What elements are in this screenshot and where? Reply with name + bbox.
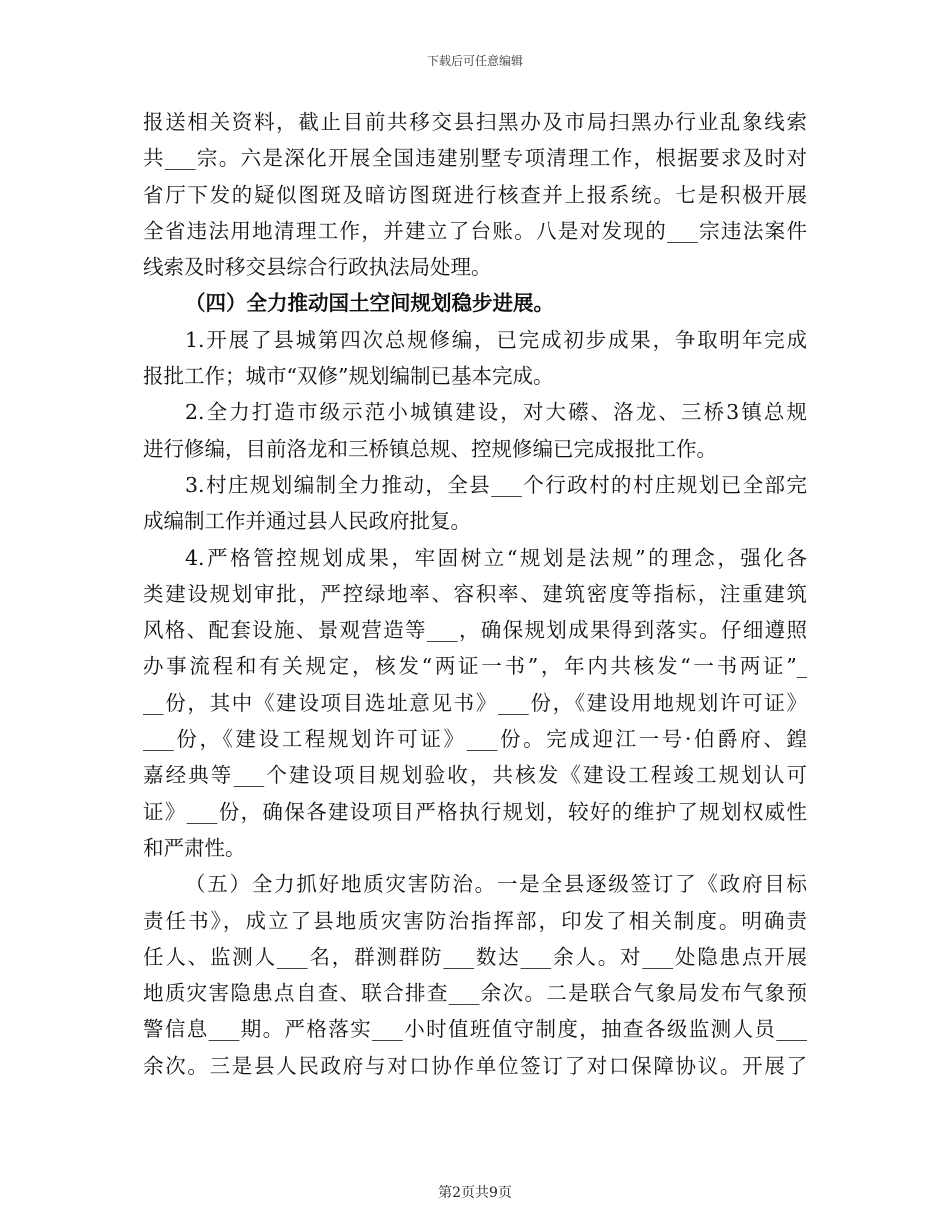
text-line: 责任书》，成立了县地质灾害防治指挥部，印发了相关制度。明确责 — [143, 908, 807, 933]
text-line: 类建设规划审批，严控绿地率、容积率、建筑密度等指标，注重建筑 — [143, 581, 807, 606]
text-line: 2.全力打造市级示范小城镇建设，对大礤、洛龙、三桥3镇总规 — [185, 400, 807, 425]
text-line: 全省违法用地清理工作，并建立了台账。八是对发现的___宗违法案件 — [143, 218, 807, 243]
section-heading: （四）全力推动国土空间规划稳步进展。 — [185, 291, 554, 316]
text-line: 成编制工作并通过县人民政府批复。 — [143, 509, 471, 534]
text-line: 1.开展了县城第四次总规修编，已完成初步成果，争取明年完成 — [185, 327, 807, 352]
text-line: 3.村庄规划编制全力推动，全县___个行政村的村庄规划已全部完 — [185, 472, 807, 497]
page-header-note: 下载后可任意编辑 — [426, 54, 523, 68]
text-line: 余次。三是县人民政府与对口协作单位签订了对口保障协议。开展了 — [143, 1053, 807, 1078]
text-line: 省厅下发的疑似图斑及暗访图斑进行核查并上报系统。七是积极开展 — [143, 182, 807, 207]
text-line: ___份，《建设工程规划许可证》___份。完成迎江一号·伯爵府、鍠 — [143, 727, 807, 752]
text-line: 地质灾害隐患点自查、联合排查___余次。二是联合气象局发布气象预 — [143, 981, 807, 1006]
text-line: __份，其中《建设项目选址意见书》___份，《建设用地规划许可证》 — [143, 690, 807, 715]
text-line: 和严肃性。 — [143, 835, 246, 860]
text-line: 报送相关资料，截止目前共移交县扫黑办及市局扫黑办行业乱象线索 — [143, 110, 807, 134]
text-line: 警信息___期。严格落实___小时值班值守制度，抽查各级监测人员___ — [143, 1017, 807, 1042]
text-line: 嘉经典等___个建设项目规划验收，共核发《建设工程竣工规划认可 — [143, 763, 807, 788]
text-line: 4.严格管控规划成果，牢固树立“规划是法规”的理念，强化各 — [185, 545, 807, 570]
text-line: （五）全力抓好地质灾害防治。一是全县逐级签订了《政府目标 — [185, 872, 807, 897]
text-line: 风格、配套设施、景观营造等___，确保规划成果得到落实。仔细遵照 — [143, 618, 807, 643]
document-body — [143, 104, 807, 1084]
text-line: 进行修编，目前洛龙和三桥镇总规、控规修编已完成报批工作。 — [143, 436, 717, 461]
text-line: 办事流程和有关规定，核发“两证一书”，年内共核发“一书两证”_ — [143, 654, 807, 679]
text-line: 证》___份，确保各建设项目严格执行规划，较好的维护了规划权威性 — [143, 799, 807, 824]
text-line: 报批工作；城市“双修”规划编制已基本完成。 — [143, 364, 554, 389]
text-line: 共___宗。六是深化开展全国违建别墅专项清理工作，根据要求及时对 — [143, 146, 807, 171]
text-line: 任人、监测人___名，群测群防___数达___余人。对___处隐患点开展 — [143, 944, 807, 969]
text-line: 线索及时移交县综合行政执法局处理。 — [143, 255, 492, 280]
page-number-footer: 第2页共9页 — [438, 1185, 512, 1201]
